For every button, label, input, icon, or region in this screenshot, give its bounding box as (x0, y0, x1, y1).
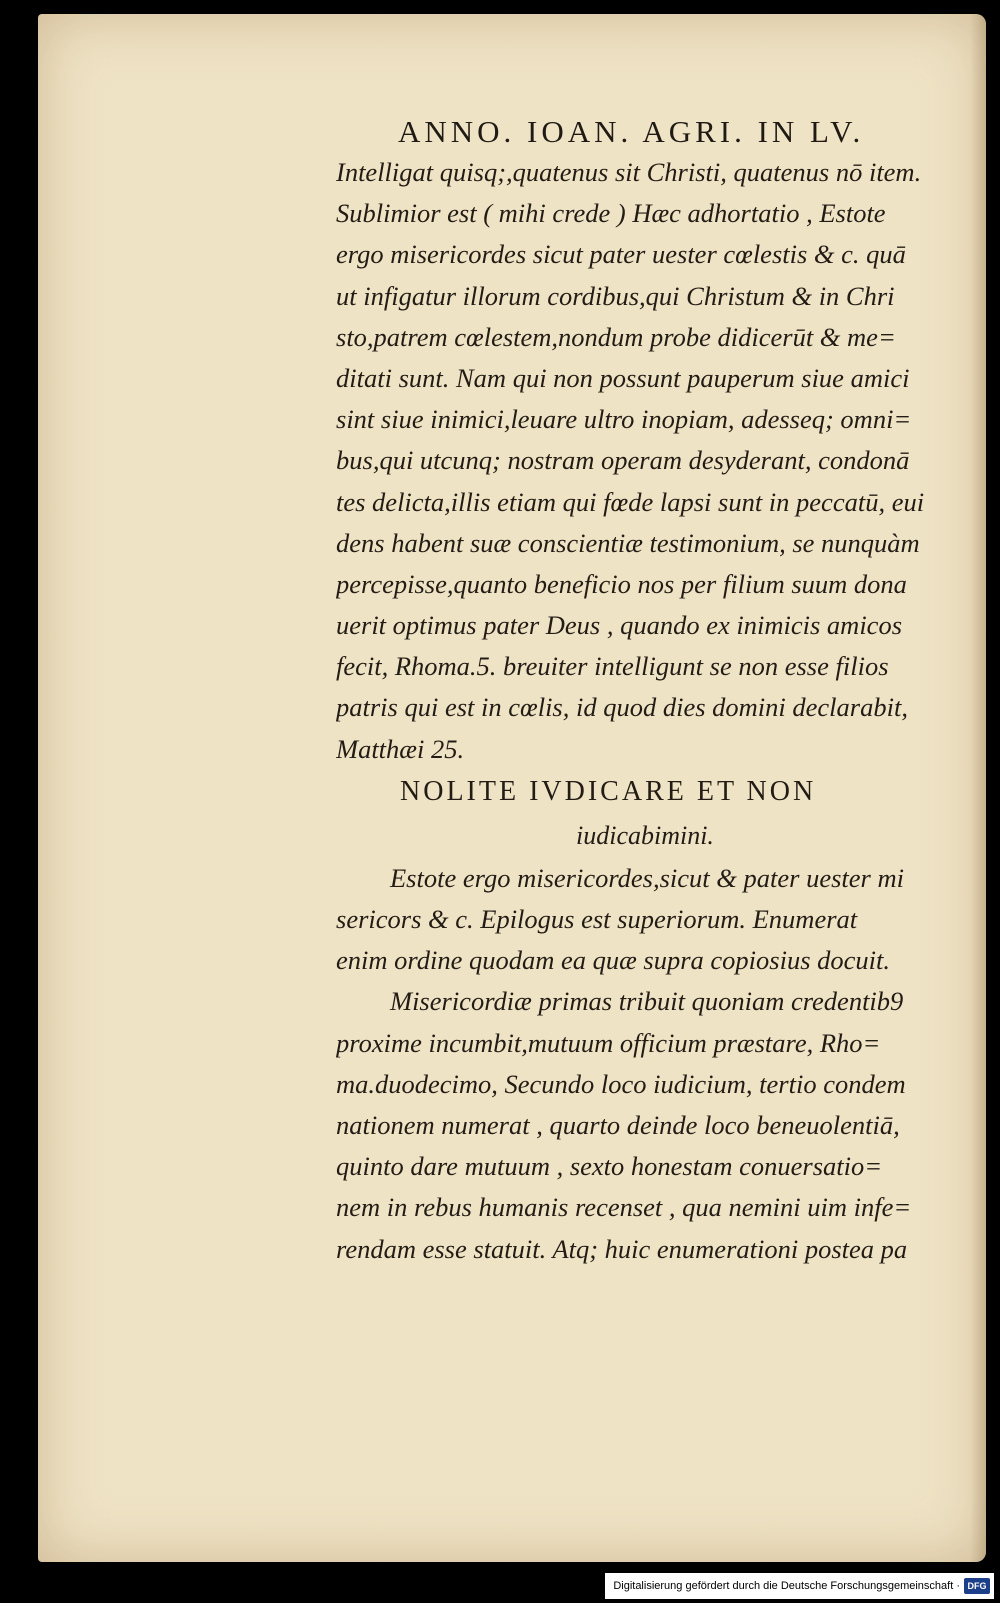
text-line: nationem numerat , quarto deinde loco beneuolentiā, (336, 1109, 900, 1140)
text-line: Matthæi 25. (336, 733, 465, 764)
text-line: percepisse,quanto beneficio nos per filium suum dona (336, 568, 907, 599)
text-line: ditati sunt. Nam qui non possunt pauperum siue amici (336, 362, 910, 393)
body-text (336, 152, 986, 1270)
text-line: ergo misericordes sicut pater uester cœlestis & c. quā (336, 239, 906, 270)
text-line: rendam esse statuit. Atq; huic enumerationi postea pa (336, 1233, 908, 1264)
text-line: sint siue inimici,leuare ultro inopiam, adesseq; omni= (336, 404, 912, 435)
text-line: proxime incumbit,mutuum officium præstare, Rho= (336, 1027, 881, 1058)
text-line: uerit optimus pater Deus , quando ex inimicis amicos (336, 610, 903, 641)
text-line: Misericordiæ primas tribuit quoniam credentib9 (390, 986, 904, 1017)
text-line: ut infigatur illorum cordibus,qui Christum & in Chri (336, 280, 895, 311)
text-line: sto,patrem cœlestem,nondum probe didicerūt & me= (336, 321, 896, 352)
section-heading: NOLITE IVDICARE ET NON (400, 775, 817, 807)
text-line: Sublimior est ( mihi crede ) Hæc adhortatio , Estote (336, 198, 886, 229)
text-line: patris qui est in cœlis, id quod dies domini declarabit, (336, 692, 908, 723)
text-line: ma.duodecimo, Secundo loco iudicium, tertio condem (336, 1068, 906, 1099)
digitization-footer (605, 1573, 994, 1599)
text-line: fecit, Rhoma.5. breuiter intelligunt se non esse filios (336, 651, 889, 682)
text-line: tes delicta,illis etiam qui fœde lapsi sunt in peccatū, eui (336, 486, 925, 517)
text-line: sericors & c. Epilogus est superiorum. Enumerat (336, 904, 858, 934)
text-line: enim ordine quodam ea quæ supra copiosius docuit. (336, 945, 891, 976)
text-line: Intelligat quisq;,quatenus sit Christi, quatenus nō item. (336, 157, 922, 187)
book-page (38, 14, 986, 1562)
dfg-logo: DFG (964, 1578, 990, 1594)
text-line: bus,qui utcunq; nostram operam desyderant, condonā (336, 445, 910, 476)
text-line: nem in rebus humanis recenset , qua nemini uim infe= (336, 1192, 912, 1223)
footer-text: Digitalisierung gefördert durch die Deutsche Forschungsgemeinschaft · (613, 1580, 960, 1592)
text-line: Estote ergo misericordes,sicut & pater uester mi (390, 862, 904, 893)
text-line: dens habent suæ conscientiæ testimonium, se nunquàm (336, 527, 920, 558)
running-head: ANNO. IOAN. AGRI. IN LV. (398, 114, 865, 149)
text-line: quinto dare mutuum , sexto honestam conuersatio= (336, 1151, 883, 1182)
section-subheading: iudicabimini. (576, 820, 714, 850)
